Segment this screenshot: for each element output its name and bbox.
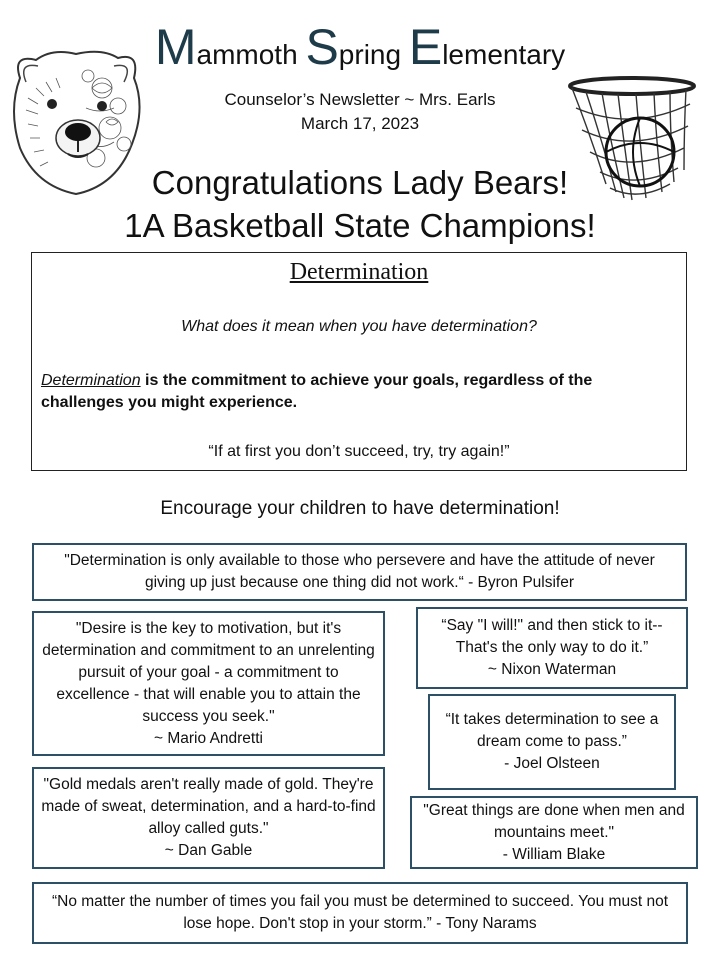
quote-author: - William Blake	[502, 845, 606, 863]
definition-text: is the commitment to achieve your goals, regardless of the challenges you might experience.	[41, 372, 593, 411]
quote-box-andretti	[32, 611, 385, 756]
quote-box-blake	[410, 796, 698, 869]
title-initial-e: E	[408, 19, 443, 75]
quote-box-narams	[32, 882, 688, 944]
quote-text: “Say "I will!" and then stick to it--That's the only way to do it.”	[441, 617, 663, 656]
school-title	[0, 18, 720, 76]
determination-heading: Determination	[289, 259, 429, 285]
quote-author: ~ Mario Andretti	[154, 729, 263, 747]
quote-box-waterman	[416, 607, 688, 689]
quote-text: “It takes determination to see a dream come to pass.”	[445, 711, 659, 750]
quote-box-olsteen	[428, 694, 676, 790]
determination-definition	[41, 370, 671, 414]
quote-text: "Great things are done when men and mountains meet."	[423, 801, 685, 841]
determination-box	[31, 252, 687, 471]
quote-text: “No matter the number of times you fail you must be determined to succeed. You must not lose hope. Don't stop in your storm.” - Tony Narams	[51, 893, 668, 932]
title-word-pring: pring	[338, 39, 409, 70]
quote-author: ~ Nixon Waterman	[487, 661, 617, 678]
title-initial-m: M	[154, 19, 197, 75]
definition-term: Determination	[41, 372, 141, 389]
determination-question: What does it mean when you have determination?	[181, 318, 537, 335]
quote-author: ~ Dan Gable	[164, 842, 253, 859]
encourage-heading: Encourage your children to have determination!	[160, 498, 560, 519]
title-initial-s: S	[305, 19, 339, 75]
quote-box-gable	[32, 767, 385, 869]
congrats-line-2: 1A Basketball State Champions!	[124, 207, 596, 244]
congratulations-heading	[0, 161, 720, 247]
quote-text: "Gold medals aren't really made of gold. They're made of sweat, determination, and a hard-to-find alloy called guts."	[41, 776, 376, 837]
congrats-line-1: Congratulations Lady Bears!	[151, 164, 569, 201]
determination-quote: “If at first you don’t succeed, try, try again!”	[208, 443, 510, 460]
quote-box-pulsifer	[32, 543, 687, 601]
newsletter-date: March 17, 2023	[300, 114, 420, 133]
quote-author: - Joel Olsteen	[504, 755, 600, 772]
quote-text: "Determination is only available to those who persevere and have the attitude of never giving up just because one thing did not work.“ - Byron Pulsifer	[64, 552, 655, 591]
newsletter-line: Counselor’s Newsletter ~ Mrs. Earls	[224, 90, 496, 109]
title-word-lementary: lementary	[442, 39, 566, 70]
newsletter-subtitle	[0, 88, 720, 136]
quote-text: "Desire is the key to motivation, but it's determination and commitment to an unrelenting pursuit of your goal - a commitment to excellence - that will enable you to attain the success you seek."	[42, 619, 375, 725]
title-word-ammoth: ammoth	[196, 39, 306, 70]
